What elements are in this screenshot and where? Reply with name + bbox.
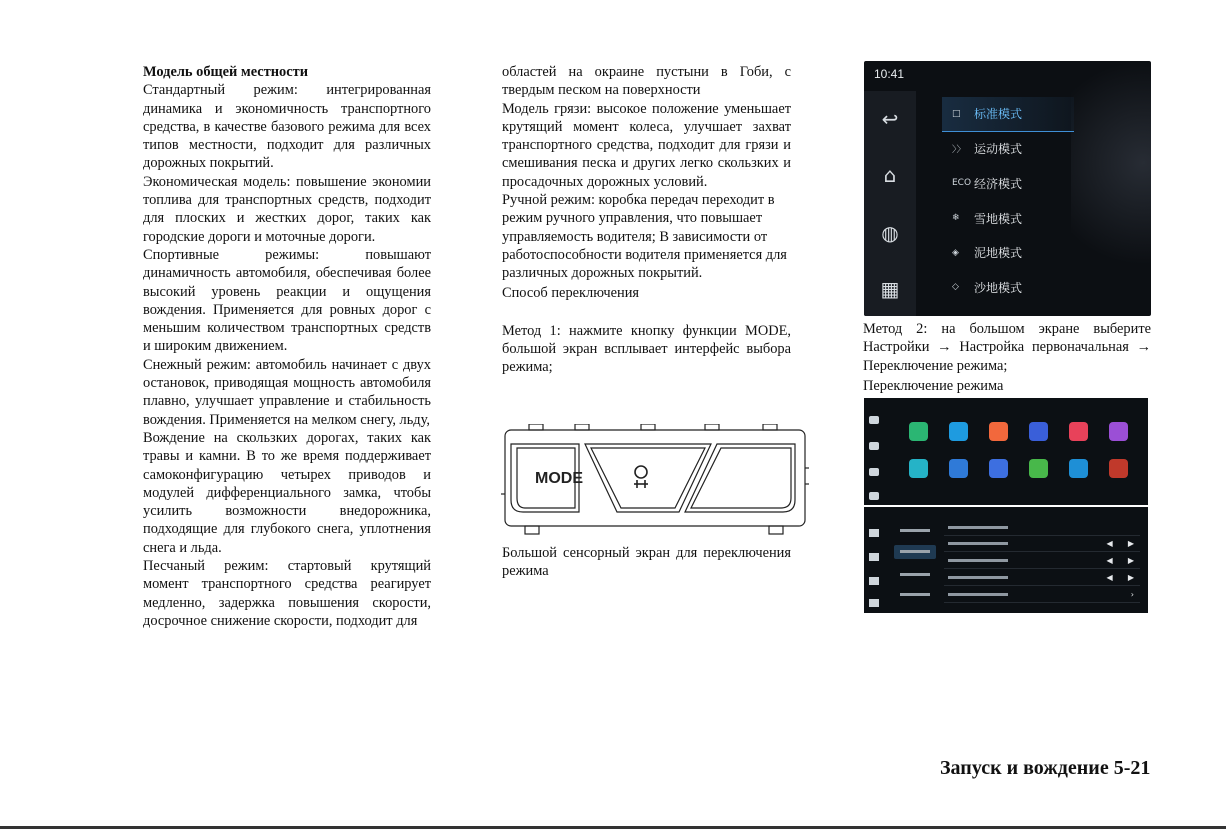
method2-tail: Переключение режима bbox=[863, 377, 1004, 394]
mode-item-sand[interactable]: ◇ 沙地模式 bbox=[952, 280, 1023, 295]
app-icon[interactable] bbox=[1029, 422, 1048, 441]
paragraph-sand-cont: областей на окраине пустыни в Гоби, с твердым песком на поверхности bbox=[502, 64, 791, 99]
back-icon[interactable]: ↩ bbox=[881, 107, 899, 131]
home-apps-screen bbox=[864, 398, 1148, 505]
app-icon[interactable] bbox=[1029, 459, 1048, 478]
screen-clock: 10:41 bbox=[874, 67, 905, 81]
app-icon-grid bbox=[898, 422, 1138, 478]
apps-grid-icon[interactable]: ▦ bbox=[880, 277, 900, 301]
snow-mode-icon: ❄ bbox=[952, 213, 960, 224]
paragraph-standard-mode: Стандартный режим: интегрированная динамика и экономичность транспортного средства, в качестве базового режима для всех типов местности, подходит для различных дорожных покрытий. bbox=[143, 82, 431, 172]
mode-item-eco[interactable]: ECO 经济模式 bbox=[952, 176, 1023, 191]
settings-row[interactable] bbox=[944, 521, 1140, 536]
method2-text: Метод 2: на большом экране выберите Настройки → Настройка первоначальная → Переключение режима; bbox=[863, 321, 1151, 374]
back-icon bbox=[869, 416, 879, 424]
voice-icon[interactable]: ◍ bbox=[881, 221, 899, 245]
mode-item-sport[interactable]: 〉〉 运动模式 bbox=[952, 142, 1023, 157]
middle-column bbox=[502, 63, 791, 377]
home-icon[interactable]: ⌂ bbox=[883, 163, 897, 187]
paragraph-snow-mode: Снежный режим: автомобиль начинает с двух остановок, приводящая мощность автомобиля плавно, улучшает управление и стабильность вождения. Применяется на мелком снегу, льду, bbox=[143, 356, 431, 428]
settings-screen bbox=[864, 507, 1148, 613]
voice-icon bbox=[869, 577, 879, 585]
screen-sidebar bbox=[864, 91, 916, 316]
settings-row[interactable]: ◀ ▶ bbox=[944, 537, 1140, 552]
mode-panel-drawing bbox=[501, 424, 809, 538]
home-icon bbox=[869, 553, 879, 561]
mud-mode-icon: ◈ bbox=[952, 247, 959, 258]
mode-item-mud[interactable]: ◈ 泥地模式 bbox=[952, 246, 1023, 261]
eco-mode-icon: ECO bbox=[952, 178, 972, 189]
back-icon bbox=[869, 529, 879, 537]
apps-grid-icon bbox=[869, 492, 879, 500]
app-icon[interactable] bbox=[1109, 459, 1128, 478]
home-icon bbox=[869, 442, 879, 450]
standard-mode-icon: □ bbox=[952, 108, 961, 119]
paragraph-manual-mode: Ручной режим: коробка передач переходит в режим ручного управления, что повышает управляемость водителя; В зависимости от работоспособности водителя применяется для различных дорожных покрытий. bbox=[502, 192, 787, 282]
voice-icon bbox=[869, 468, 879, 476]
paragraph-eco-mode: Экономическая модель: повышение экономии топлива для транспортных средств, подходит для плоских и жестких дорог, таких как городские дороги и моточные дороги. bbox=[143, 173, 431, 245]
paragraph-mud-mode: Модель грязи: высокое положение уменьшает крутящий момент колеса, улучшает захват транспортного средства, подходит для грязи и смешивания песка и других легко скользких и просадочных дорожных условий. bbox=[502, 100, 791, 190]
settings-row[interactable]: ◀ ▶ bbox=[944, 571, 1140, 586]
app-icon[interactable] bbox=[1109, 422, 1128, 441]
left-column bbox=[143, 63, 431, 630]
settings-row[interactable]: › bbox=[944, 588, 1140, 603]
sand-mode-icon: ◇ bbox=[952, 282, 959, 293]
app-icon[interactable] bbox=[989, 422, 1008, 441]
app-icon[interactable] bbox=[1069, 459, 1088, 478]
paragraph-sport-mode: Спортивные режимы: повышают динамичность автомобиля, обеспечивая более высокий уровень реакции и ощущения вождения. Применяется для ровных дорог с меньшим количеством транспортных средств и широким движением. bbox=[143, 246, 431, 355]
mode-item-snow[interactable]: ❄ 雪地模式 bbox=[952, 211, 1023, 226]
app-icon[interactable] bbox=[989, 459, 1008, 478]
sport-mode-icon: 〉〉 bbox=[952, 145, 966, 156]
right-column-text bbox=[863, 320, 1151, 395]
method1-text: Метод 1: нажмите кнопку функции MODE, большой экран всплывает интерфейс выбора режима; bbox=[502, 322, 791, 376]
paragraph-sand-mode: Песчаный режим: стартовый крутящий момент транспортного средства реагирует медленно, задержка повышения скорости, досрочное снижение скорости, подходит для bbox=[143, 558, 431, 629]
app-icon[interactable] bbox=[1069, 422, 1088, 441]
app-icon[interactable] bbox=[909, 422, 928, 441]
awd-mode-icon bbox=[634, 466, 648, 488]
settings-row[interactable]: ◀ ▶ bbox=[944, 554, 1140, 569]
app-icon[interactable] bbox=[909, 459, 928, 478]
page-footer: Запуск и вождение 5-21 bbox=[940, 757, 1151, 779]
app-icon[interactable] bbox=[949, 459, 968, 478]
section-heading: Модель общей местности bbox=[143, 64, 308, 80]
drive-mode-menu bbox=[942, 97, 1074, 305]
mode-button-illustration bbox=[501, 424, 809, 538]
mode-label: MODE bbox=[535, 470, 583, 487]
paragraph-slippery-roads: Вождение на скользких дорогах, таких как травы и камни. В то же время поддерживает самоконфигурацию четырех приводов и модулей дифференциального замка, чтобы усилить возможности внедорожника, подходящие для глубокого снега, уплотнения снега и льда. bbox=[143, 429, 431, 556]
touchscreen-caption: Большой сенсорный экран для переключения режима bbox=[502, 545, 791, 580]
app-icon[interactable] bbox=[949, 422, 968, 441]
apps-grid-icon bbox=[869, 599, 879, 607]
mode-selection-screen bbox=[864, 61, 1151, 316]
mode-item-standard[interactable]: □ 标准模式 bbox=[942, 97, 1074, 132]
switch-method-title: Способ переключения bbox=[502, 284, 640, 301]
